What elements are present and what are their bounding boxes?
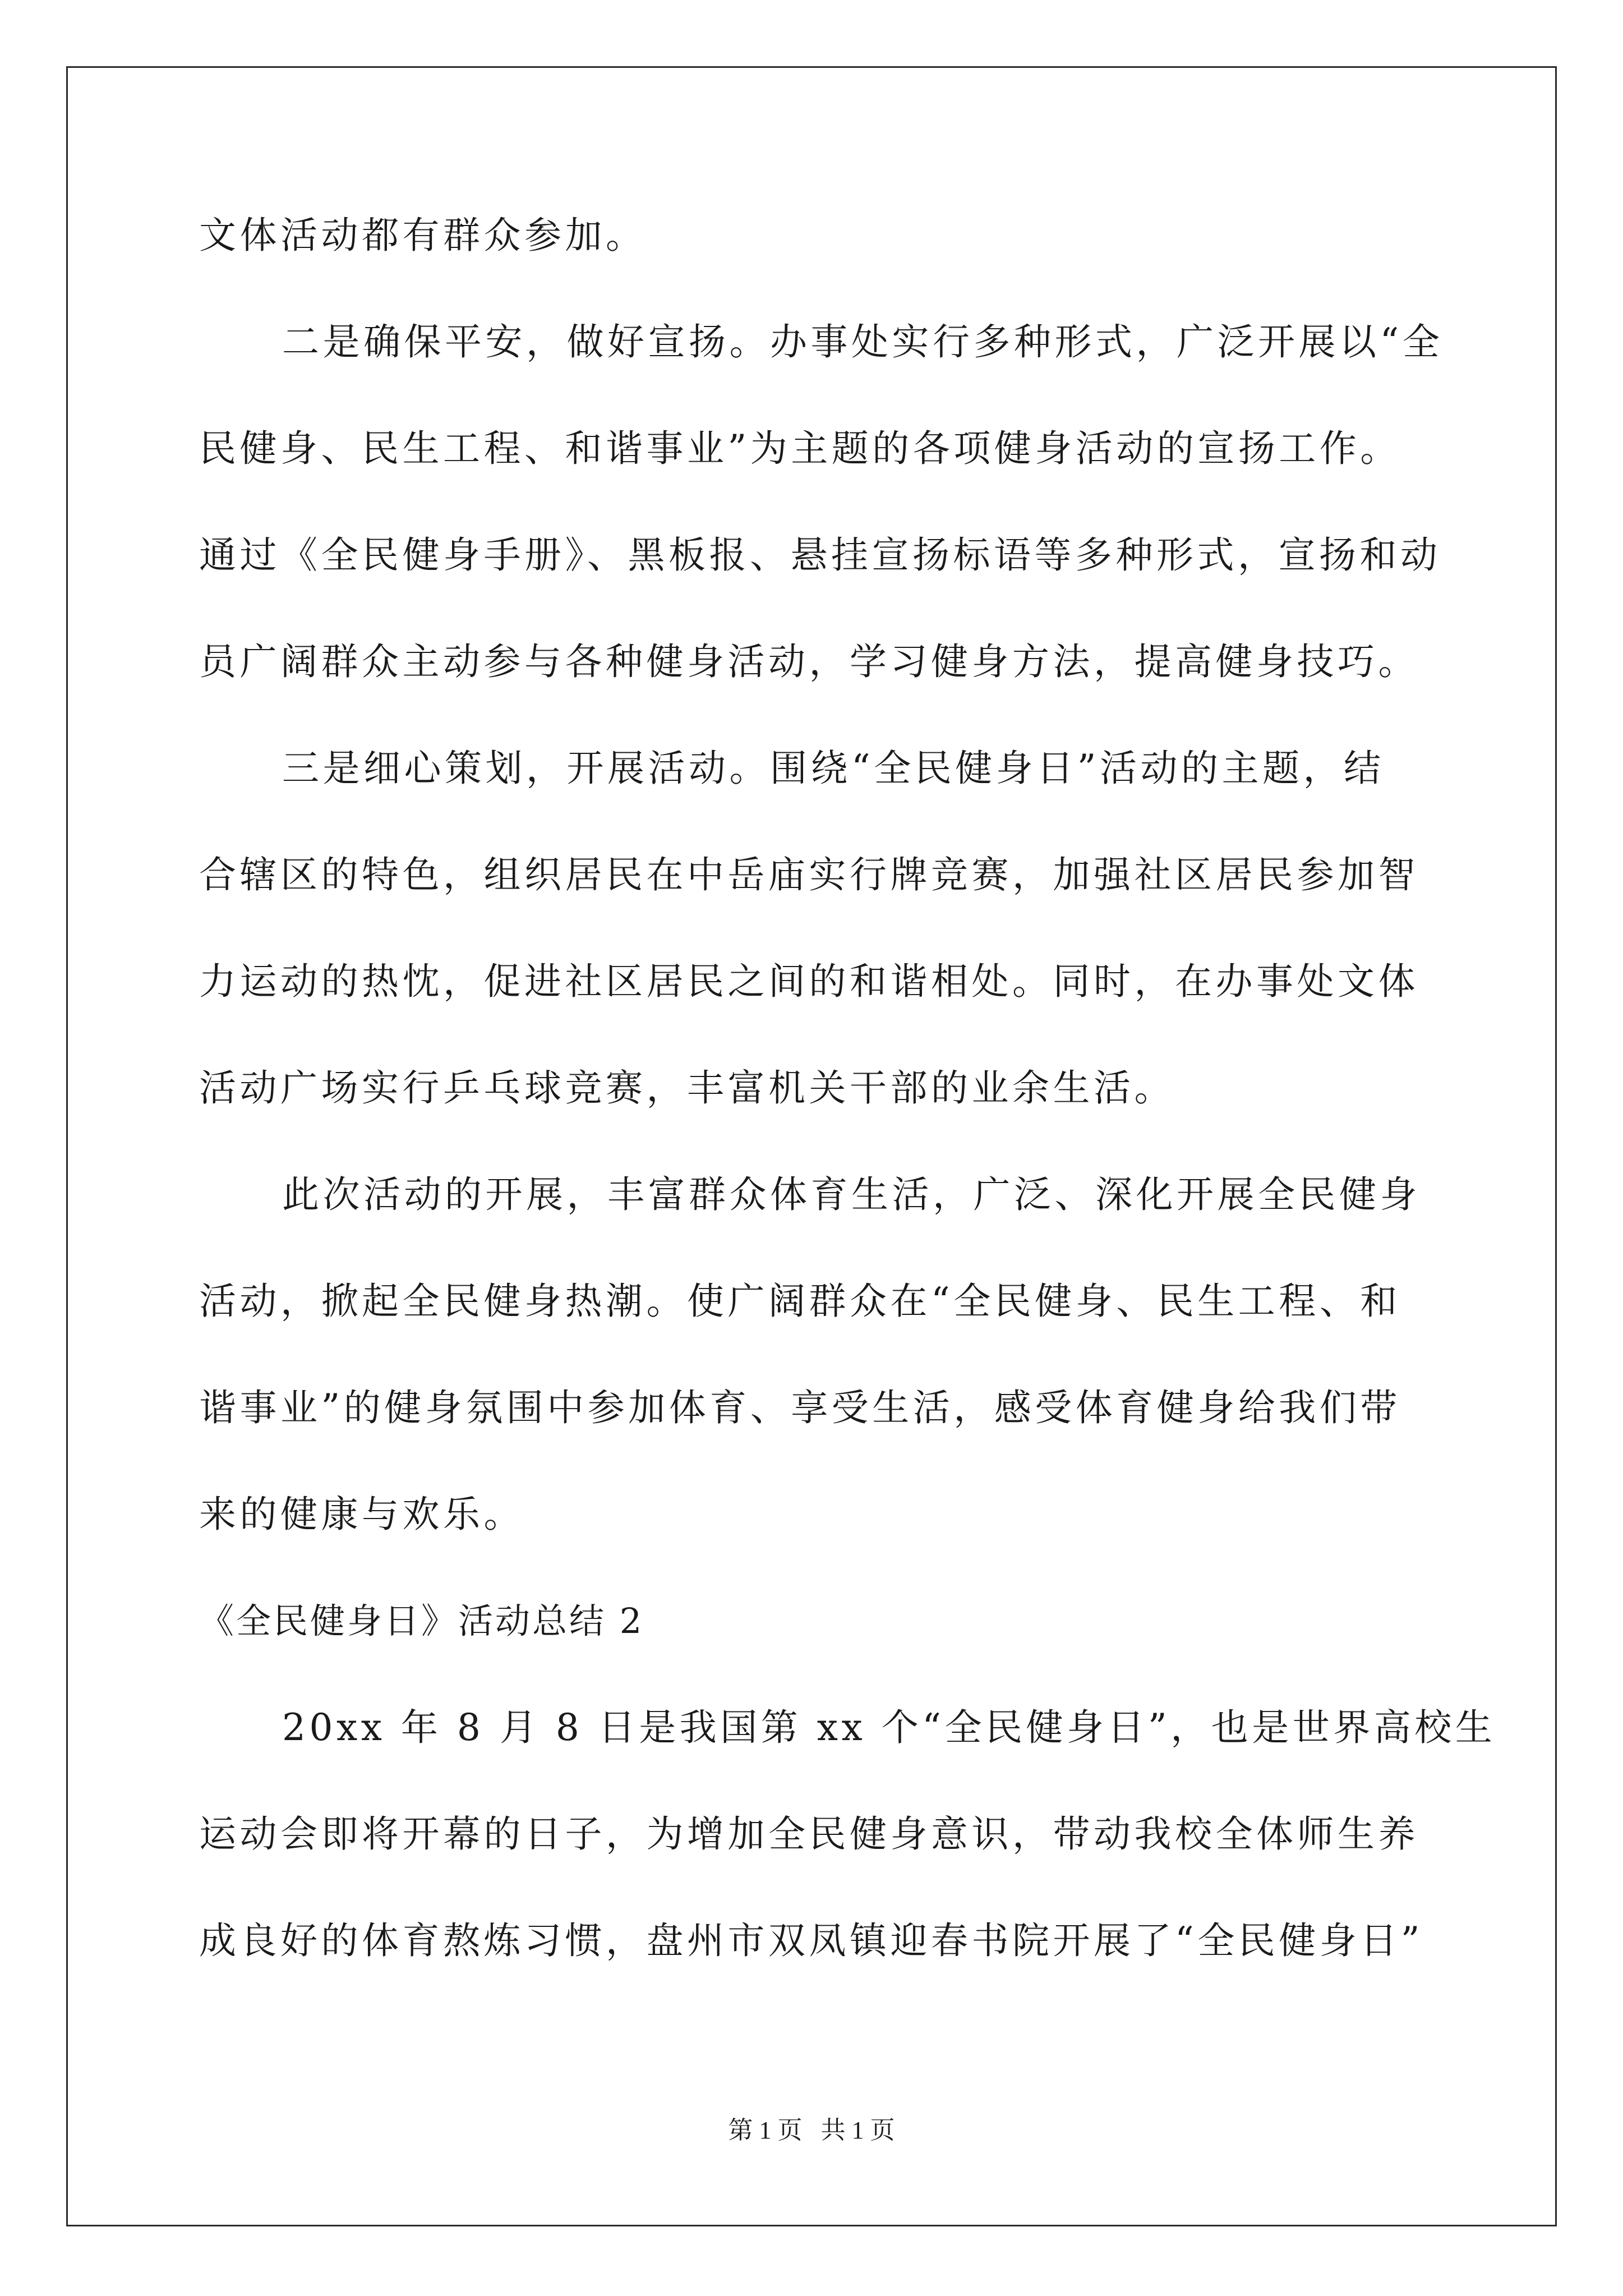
section-heading: 《全民健身日》活动总结 2 bbox=[199, 1600, 644, 1641]
paragraph-start-line: 20xx 年 8 月 8 日是我国第 xx 个“全民健身日”，也是世界高校生 bbox=[282, 1706, 1496, 1749]
body-line: 成良好的体育熬炼习惯，盘州市双凤镇迎春书院开展了“全民健身日” bbox=[199, 1919, 1423, 1962]
body-line: 活动，掀起全民健身热潮。使广阔群众在“全民健身、民生工程、和 bbox=[199, 1280, 1401, 1323]
paragraph-start-line: 此次活动的开展，丰富群众体育生活，广泛、深化开展全民健身 bbox=[282, 1173, 1421, 1216]
body-line: 文体活动都有群众参加。 bbox=[199, 214, 647, 257]
body-line: 力运动的热忱，促进社区居民之间的和谐相处。同时，在办事处文体 bbox=[199, 960, 1419, 1003]
body-line: 谐事业”的健身氛围中参加体育、享受生活，感受体育健身给我们带 bbox=[199, 1386, 1401, 1429]
body-line: 合辖区的特色，组织居民在中岳庙实行牌竞赛，加强社区居民参加智 bbox=[199, 853, 1419, 896]
document-body bbox=[199, 214, 1496, 2026]
body-line: 通过《全民健身手册》、黑板报、悬挂宣扬标语等多种形式，宣扬和动 bbox=[199, 533, 1441, 577]
paragraph-start-line: 二是确保平安，做好宣扬。办事处实行多种形式，广泛开展以“全 bbox=[282, 320, 1444, 364]
body-line: 员广阔群众主动参与各种健身活动，学习健身方法，提高健身技巧。 bbox=[199, 640, 1419, 683]
body-line: 来的健康与欢乐。 bbox=[199, 1493, 524, 1536]
body-line: 民健身、民生工程、和谐事业”为主题的各项健身活动的宣扬工作。 bbox=[199, 427, 1401, 470]
body-line: 运动会即将开幕的日子，为增加全民健身意识，带动我校全体师生养 bbox=[199, 1812, 1419, 1856]
body-line: 活动广场实行乒乓球竞赛，丰富机关干部的业余生活。 bbox=[199, 1066, 1175, 1110]
paragraph-start-line: 三是细心策划，开展活动。围绕“全民健身日”活动的主题，结 bbox=[282, 747, 1385, 790]
page-footer: 第 1 页 共 1 页 bbox=[728, 2116, 895, 2144]
